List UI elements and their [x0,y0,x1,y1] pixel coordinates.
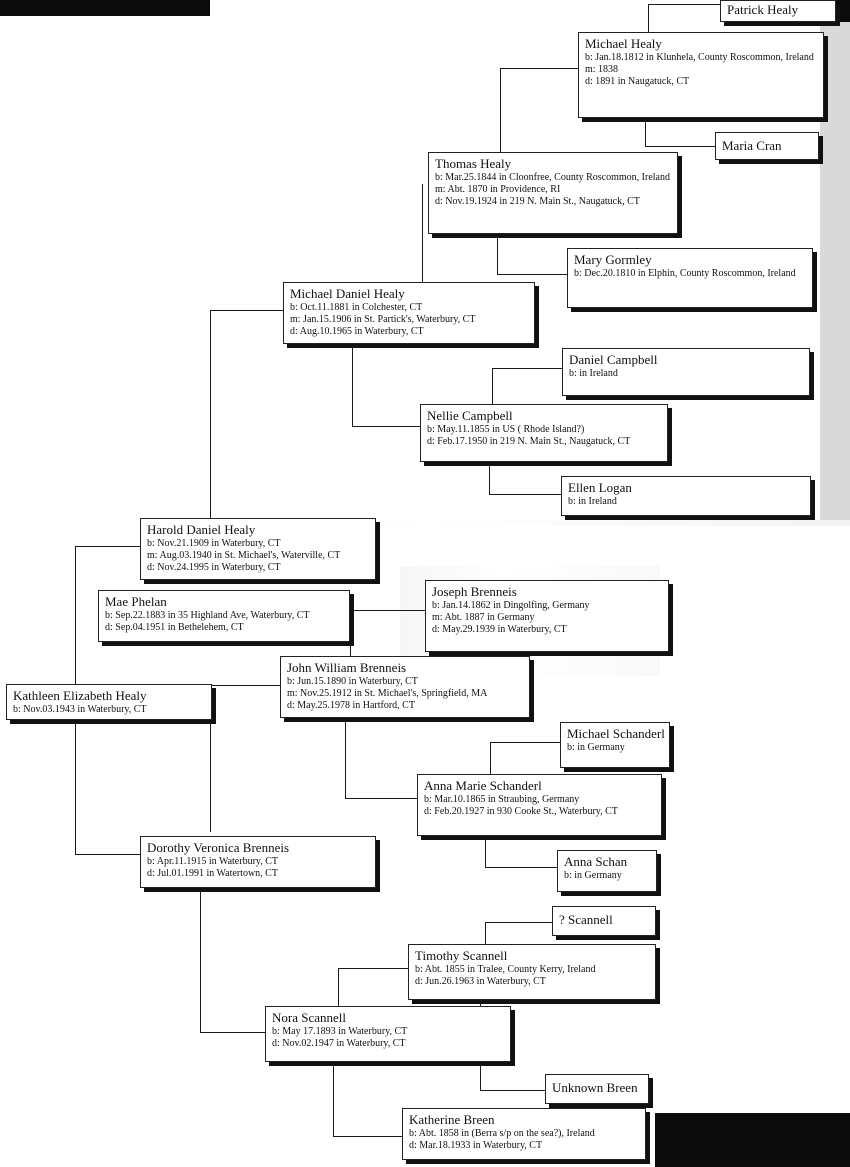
connector-line [333,1062,334,1136]
person-card-mary[interactable] [567,248,813,308]
person-name: Katherine Breen [409,1112,495,1127]
person-detail: b: in Ireland [569,368,618,379]
person-detail: d: Sep.04.1951 in Bethelehem, CT [105,622,244,633]
connector-line [338,968,408,969]
person-card-scannell[interactable] [552,906,656,936]
person-detail: m: Aug.03.1940 in St. Michael's, Waterville, CT [147,550,341,561]
person-detail: b: Apr.11.1915 in Waterbury, CT [147,856,279,867]
person-detail: b: Nov.21.1909 in Waterbury, CT [147,538,281,549]
connector-line [485,835,486,867]
connector-line [645,146,715,147]
person-name: ? Scannell [559,912,613,927]
person-detail: b: Jan.14.1862 in Dingolfing, Germany [432,600,590,611]
person-detail: b: Mar.10.1865 in Straubing, Germany [424,794,580,805]
connector-line [492,368,562,369]
person-card-harold[interactable] [140,518,376,580]
person-card-nellie[interactable] [420,404,668,462]
person-name: Thomas Healy [435,156,512,171]
person-card-daniel[interactable] [562,348,810,396]
connector-line [500,68,578,69]
person-card-michael[interactable] [578,32,824,118]
person-name: Kathleen Elizabeth Healy [13,688,147,703]
person-name: Daniel Campbell [569,352,658,367]
person-card-michael-daniel[interactable] [283,282,535,344]
person-card-maria[interactable] [715,132,819,160]
person-detail: b: May 17.1893 in Waterbury, CT [272,1026,408,1037]
connector-line [352,426,420,427]
connector-line [492,368,493,404]
connector-line [210,310,211,518]
person-name: Michael Schanderl [567,726,665,741]
person-name: Anna Schan [564,854,628,869]
person-name: Nellie Campbell [427,408,513,423]
person-name: Dorothy Veronica Brenneis [147,840,290,855]
person-detail: d: Jun.26.1963 in Waterbury, CT [415,976,546,987]
person-detail: b: in Germany [567,742,625,753]
person-detail: m: Jan.15.1906 in St. Partick's, Waterbury, CT [290,314,476,325]
connector-line [500,68,501,158]
person-detail: d: Nov.02.1947 in Waterbury, CT [272,1038,406,1049]
person-name: Mae Phelan [105,594,167,609]
person-card-anna-marie[interactable] [417,774,662,836]
person-card-dorothy[interactable] [140,836,376,888]
person-name: Michael Healy [585,36,662,51]
connector-line [200,880,201,1032]
person-name: John William Brenneis [287,660,407,675]
connector-line [352,344,353,426]
person-detail: d: May.25.1978 in Hartford, CT [287,700,415,711]
person-name: Anna Marie Schanderl [424,778,542,793]
person-detail: b: Mar.25.1844 in Cloonfree, County Roscommon, Ireland [435,172,670,183]
connector-line [210,310,283,311]
person-card-mae[interactable] [98,590,350,642]
person-detail: b: Oct.11.1881 in Colchester, CT [290,302,423,313]
person-card-unknown-breen[interactable] [545,1074,649,1104]
person-detail: b: Abt. 1855 in Tralee, County Kerry, Ireland [415,964,596,975]
connector-line [497,232,498,274]
person-detail: d: Jul.01.1991 in Watertown, CT [147,868,278,879]
person-detail: d: Nov.24.1995 in Waterbury, CT [147,562,281,573]
person-detail: d: Feb.20.1927 in 930 Cooke St., Waterbury, CT [424,806,618,817]
connector-line [345,718,346,798]
connector-line [485,922,486,944]
person-detail: m: Abt. 1887 in Germany [432,612,535,623]
connector-line [350,610,425,611]
person-detail: b: in Germany [564,870,622,881]
person-name: Patrick Healy [727,2,799,17]
person-detail: b: in Ireland [568,496,617,507]
person-card-patrick[interactable] [720,0,836,22]
person-detail: b: Dec.20.1810 in Elphin, County Roscommon, Ireland [574,268,796,279]
person-card-anna-schan[interactable] [557,850,657,892]
person-detail: b: Nov.03.1943 in Waterbury, CT [13,704,147,715]
person-name: Timothy Scannell [415,948,508,963]
connector-line [490,742,560,743]
person-detail: m: Nov.25.1912 in St. Michael's, Springfield, MA [287,688,488,699]
connector-line [485,867,557,868]
connector-line [648,4,720,5]
person-detail: m: Abt. 1870 in Providence, RI [435,184,561,195]
connector-line [333,1136,403,1137]
connector-line [490,742,491,774]
person-name: Harold Daniel Healy [147,522,256,537]
person-detail: d: May.29.1939 in Waterbury, CT [432,624,567,635]
scan-border-top-left [0,0,210,16]
person-card-michael-schanderl[interactable] [560,722,670,768]
connector-line [422,184,423,284]
person-detail: b: Jun.15.1890 in Waterbury, CT [287,676,418,687]
person-detail: m: 1838 [585,64,619,75]
connector-line [645,118,646,146]
person-detail: d: Feb.17.1950 in 219 N. Main St., Naugatuck, CT [427,436,631,447]
connector-line [338,968,339,1006]
person-name: Joseph Brenneis [432,584,517,599]
connector-line [345,798,417,799]
person-name: Mary Gormley [574,252,652,267]
person-detail: d: Mar.18.1933 in Waterbury, CT [409,1140,543,1151]
connector-line [648,4,649,32]
person-detail: b: Abt. 1858 in (Berra s/p on the sea?), Ireland [409,1128,595,1139]
connector-line [350,610,351,660]
person-card-thomas[interactable] [428,152,678,234]
person-detail: b: Sep.22.1883 in 35 Highland Ave, Waterbury, CT [105,610,310,621]
person-name: Michael Daniel Healy [290,286,405,301]
connector-line [497,274,567,275]
connector-line [485,922,552,923]
connector-line [489,462,490,494]
connector-line [210,720,211,832]
person-detail: b: May.11.1855 in US ( Rhode Island?) [427,424,585,435]
person-detail: d: 1891 in Naugatuck, CT [585,76,690,87]
connector-line [200,1032,265,1033]
person-card-kathleen[interactable] [6,684,212,720]
person-card-joseph[interactable] [425,580,669,652]
connector-line [75,854,140,855]
connector-line [489,494,561,495]
person-card-ellen[interactable] [561,476,811,516]
person-card-katherine[interactable] [402,1108,646,1160]
person-detail: b: Jan.18.1812 in Klunhela, County Roscommon, Ireland [585,52,814,63]
person-detail: d: Nov.19.1924 in 219 N. Main St., Naugatuck, CT [435,196,640,207]
person-name: Unknown Breen [552,1080,638,1095]
person-card-timothy[interactable] [408,944,656,1000]
person-card-john[interactable] [280,656,530,718]
person-name: Ellen Logan [568,480,632,495]
person-name: Maria Cran [722,138,782,153]
person-card-nora[interactable] [265,1006,511,1062]
person-detail: d: Aug.10.1965 in Waterbury, CT [290,326,424,337]
connector-line [480,1090,545,1091]
person-name: Nora Scannell [272,1010,347,1025]
connector-line [75,546,140,547]
